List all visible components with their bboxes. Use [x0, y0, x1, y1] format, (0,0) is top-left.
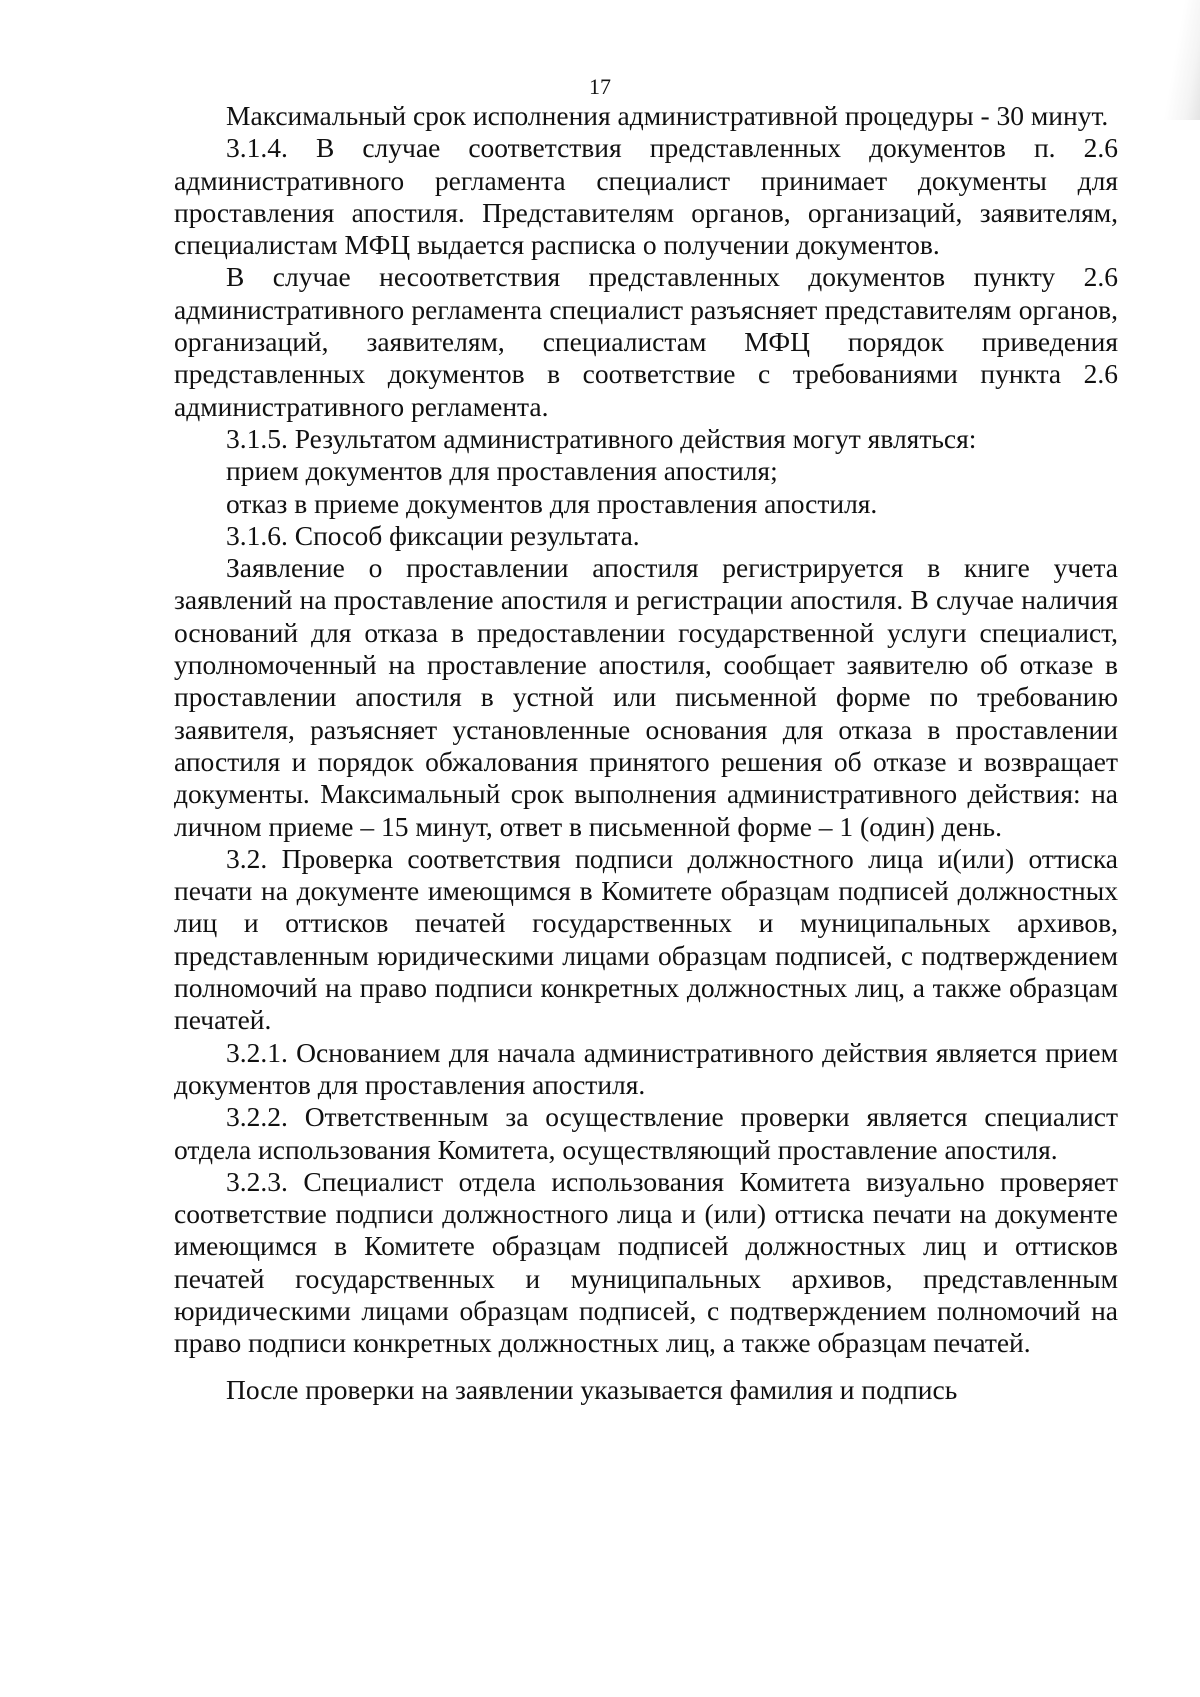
paragraph-after-check: После проверки на заявлении указывается фамилия и подпись [226, 1373, 958, 1405]
result-item-refusal: отказ в приеме документов для проставления апостиля. [226, 487, 878, 519]
result-item-acceptance: прием документов для проставления апостиля; [226, 455, 778, 487]
scan-edge-artifact [1160, 0, 1200, 120]
document-body [174, 100, 1118, 1406]
paragraph-3-1-4: 3.1.4. В случае соответствия представленных документов п. 2.6 административного регламента специалист принимает документы для проставления апостиля. Представителям органов, организаций, заявителям, специалистам МФЦ выдается расписка о получении документов. [174, 132, 1118, 261]
paragraph-registration: Заявление о проставлении апостиля регистрируется в книге учета заявлений на проставление апостиля и регистрации апостиля. В случае наличия оснований для отказа в предоставлении государственной услуги специалист, уполномоченный на проставление апостиля, сообщает заявителю об отказе в проставлении апостиля в устной или письменной форме по требованию заявителя, разъясняет установленные основания для отказа в проставлении апостиля и порядок обжалования принятого решения об отказе и возвращает документы. Максимальный срок выполнения административного действия: на личном приеме – 15 минут, ответ в письменной форме – 1 (один) день. [174, 552, 1118, 842]
paragraph-3-1-5: 3.1.5. Результатом административного действия могут являться: [226, 422, 977, 454]
paragraph-nonconformity: В случае несоответствия представленных документов пункту 2.6 административного регламента специалист разъясняет представителям органов, организаций, заявителям, специалистам МФЦ порядок приведения представленных документов в соответствие с требованиями пункта 2.6 административного регламента. [174, 261, 1118, 422]
paragraph-3-1-6: 3.1.6. Способ фиксации результата. [226, 519, 640, 551]
paragraph-3-2-2: 3.2.2. Ответственным за осуществление проверки является специалист отдела использования Комитета, осуществляющий проставление апостиля. [174, 1101, 1118, 1165]
paragraph-max-duration: Максимальный срок исполнения административной процедуры - 30 минут. [226, 100, 1109, 131]
page-number: 17 [589, 74, 611, 99]
paragraph-3-2-3: 3.2.3. Специалист отдела использования Комитета визуально проверяет соответствие подписи должностного лица и (или) оттиска печати на документе имеющимся в Комитете образцам подписей должностных лиц и оттисков печатей государственных и муниципальных архивов, представленным юридическими лицами образцам подписей, с подтверждением полномочий на право подписи конкретных должностных лиц, а также образцам печатей. [174, 1165, 1118, 1359]
paragraph-3-2: 3.2. Проверка соответствия подписи должностного лица и(или) оттиска печати на документе имеющимся в Комитете образцам подписей должностных лиц и оттисков печатей государственных и муниципальных архивов, представленным юридическими лицами образцам подписей, с подтверждением полномочий на право подписи конкретных должностных лиц, а также образцам печатей. [174, 842, 1118, 1036]
paragraph-3-2-1: 3.2.1. Основанием для начала административного действия является прием документов для проставления апостиля. [174, 1036, 1118, 1100]
